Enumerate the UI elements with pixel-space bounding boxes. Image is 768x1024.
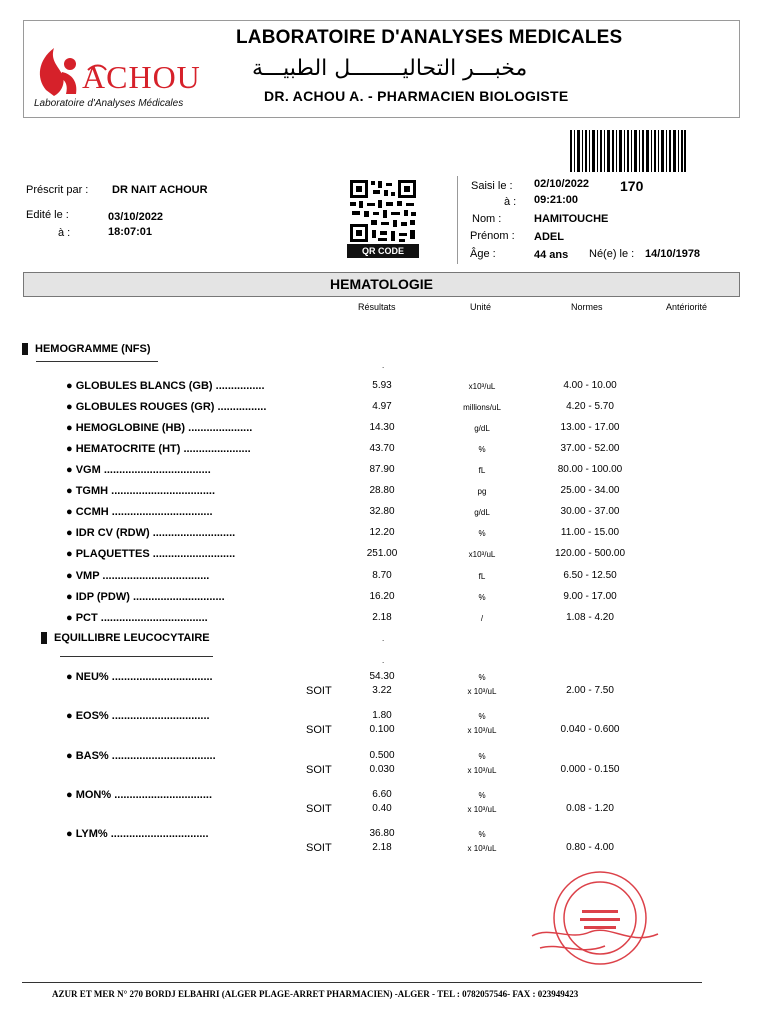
col-previous: Antériorité bbox=[666, 302, 708, 312]
test-percent: 1.80 bbox=[372, 710, 392, 721]
entered-at-label: à : bbox=[504, 196, 517, 208]
test-absolute: 0.030 bbox=[369, 764, 395, 775]
test-result: 2.18 bbox=[372, 612, 392, 623]
test-result: 14.30 bbox=[369, 422, 395, 433]
table-row bbox=[0, 612, 768, 626]
marker-dot: . bbox=[382, 361, 385, 370]
test-norm: 30.00 - 37.00 bbox=[560, 506, 620, 517]
test-absolute-unit: x 10³/uL bbox=[467, 766, 497, 775]
test-name: ● HEMATOCRITE (HT) ...................... bbox=[66, 443, 251, 455]
leuco-underline bbox=[60, 656, 213, 657]
edited-at-label: à : bbox=[58, 227, 71, 239]
table-row bbox=[0, 464, 768, 478]
test-absolute: 0.100 bbox=[369, 724, 395, 735]
edited-label: Edité le : bbox=[26, 209, 69, 221]
test-percent-unit: % bbox=[478, 752, 486, 761]
col-results: Résultats bbox=[358, 302, 396, 312]
test-norm: 9.00 - 17.00 bbox=[563, 591, 617, 602]
test-name: ● MON% ................................ bbox=[66, 789, 212, 801]
test-result: 12.20 bbox=[369, 527, 395, 538]
test-unit: / bbox=[480, 614, 484, 623]
test-norm: 2.00 - 7.50 bbox=[566, 685, 614, 696]
marker-dot: . bbox=[382, 634, 385, 643]
test-name: ● LYM% ................................ bbox=[66, 828, 209, 840]
patient-age: 44 ans bbox=[534, 249, 569, 261]
table-row bbox=[0, 548, 768, 562]
table-row bbox=[0, 750, 768, 764]
firstname-label: Prénom : bbox=[470, 230, 515, 242]
table-row-absolute bbox=[0, 842, 768, 856]
test-name: ● NEU% ................................. bbox=[66, 671, 213, 683]
birth-label: Né(e) le : bbox=[589, 248, 635, 260]
table-row-absolute bbox=[0, 724, 768, 738]
test-norm: 0.040 - 0.600 bbox=[560, 724, 620, 735]
test-absolute-unit: x 10³/uL bbox=[467, 687, 497, 696]
col-norms: Normes bbox=[571, 302, 603, 312]
test-unit: x10³/uL bbox=[468, 382, 496, 391]
test-unit: millions/uL bbox=[463, 403, 501, 412]
entered-label: Saisi le : bbox=[471, 180, 513, 192]
name-label: Nom : bbox=[472, 213, 502, 225]
test-unit: x10³/uL bbox=[468, 550, 496, 559]
test-absolute-unit: x 10³/uL bbox=[467, 805, 497, 814]
test-name: ● PCT ................................... bbox=[66, 612, 208, 624]
test-norm: 6.50 - 12.50 bbox=[563, 570, 617, 581]
patient-birth-date: 14/10/1978 bbox=[645, 248, 701, 260]
table-row bbox=[0, 485, 768, 499]
table-row bbox=[0, 506, 768, 520]
test-percent-unit: % bbox=[478, 673, 486, 682]
col-unit: Unité bbox=[470, 302, 492, 312]
test-result: 16.20 bbox=[369, 591, 395, 602]
test-unit: fL bbox=[478, 466, 486, 475]
square-bullet-icon bbox=[22, 343, 28, 355]
table-row bbox=[0, 422, 768, 436]
test-name: ● TGMH .................................. bbox=[66, 485, 216, 497]
test-name: ● VMP ................................... bbox=[66, 570, 210, 582]
table-row bbox=[0, 527, 768, 541]
test-absolute-unit: x 10³/uL bbox=[467, 726, 497, 735]
soit-label: SOIT bbox=[306, 842, 332, 854]
entered-date: 02/10/2022 bbox=[534, 178, 590, 190]
test-result: 43.70 bbox=[369, 443, 395, 454]
lab-logo bbox=[32, 30, 228, 110]
test-norm: 4.20 - 5.70 bbox=[566, 401, 614, 412]
table-row-absolute bbox=[0, 764, 768, 778]
test-name: ● GLOBULES BLANCS (GB) ................ bbox=[66, 380, 265, 392]
leuco-title bbox=[41, 632, 210, 644]
hemogram-title-text: HEMOGRAMME (NFS) bbox=[35, 343, 151, 355]
lab-title: LABORATOIRE D'ANALYSES MEDICALES bbox=[236, 27, 623, 48]
hemogram-title bbox=[22, 343, 151, 355]
footer-divider bbox=[22, 982, 702, 983]
table-row-absolute bbox=[0, 685, 768, 699]
prescriber-name: DR NAIT ACHOUR bbox=[112, 184, 208, 196]
test-result: 28.80 bbox=[369, 485, 395, 496]
table-row bbox=[0, 591, 768, 605]
test-name: ● VGM ................................... bbox=[66, 464, 211, 476]
soit-label: SOIT bbox=[306, 803, 332, 815]
test-norm: 11.00 - 15.00 bbox=[560, 527, 620, 538]
table-row bbox=[0, 380, 768, 394]
test-percent: 36.80 bbox=[369, 828, 395, 839]
table-row bbox=[0, 671, 768, 685]
test-norm: 13.00 - 17.00 bbox=[560, 422, 620, 433]
test-name: ● IDP (PDW) .............................. bbox=[66, 591, 225, 603]
hemogram-underline bbox=[36, 361, 158, 362]
logo-wordmark: ACHOU bbox=[82, 59, 201, 95]
test-norm: 0.08 - 1.20 bbox=[566, 803, 614, 814]
test-unit: pg bbox=[477, 487, 487, 496]
test-unit: % bbox=[478, 445, 486, 454]
entered-time: 09:21:00 bbox=[534, 194, 579, 206]
section-title: HEMATOLOGIE bbox=[23, 272, 740, 297]
table-row-absolute bbox=[0, 803, 768, 817]
test-percent-unit: % bbox=[478, 712, 486, 721]
age-label: Âge : bbox=[470, 248, 496, 260]
test-result: 4.97 bbox=[372, 401, 392, 412]
soit-label: SOIT bbox=[306, 764, 332, 776]
test-result: 32.80 bbox=[369, 506, 395, 517]
test-norm: 25.00 - 34.00 bbox=[560, 485, 620, 496]
test-norm: 120.00 - 500.00 bbox=[554, 548, 626, 559]
test-percent-unit: % bbox=[478, 830, 486, 839]
lab-arabic-title: مخبـــر التحاليــــــــل الطبيـــة bbox=[252, 56, 528, 81]
test-norm: 4.00 - 10.00 bbox=[563, 380, 617, 391]
test-result: 251.00 bbox=[366, 548, 398, 559]
test-percent-unit: % bbox=[478, 791, 486, 800]
qr-code-label: QR CODE bbox=[347, 244, 419, 258]
test-norm: 1.08 - 4.20 bbox=[566, 612, 614, 623]
leuco-title-text: EQUILLIBRE LEUCOCYTAIRE bbox=[54, 632, 210, 644]
test-norm: 37.00 - 52.00 bbox=[560, 443, 620, 454]
table-row bbox=[0, 828, 768, 842]
test-percent: 0.500 bbox=[369, 750, 395, 761]
table-row bbox=[0, 443, 768, 457]
soit-label: SOIT bbox=[306, 685, 332, 697]
test-unit: g/dL bbox=[474, 508, 490, 517]
patient-name: HAMITOUCHE bbox=[534, 213, 609, 225]
marker-dot: . bbox=[382, 656, 385, 665]
qr-code-icon bbox=[347, 178, 419, 244]
test-unit: fL bbox=[478, 572, 486, 581]
table-row bbox=[0, 710, 768, 724]
test-percent: 54.30 bbox=[369, 671, 395, 682]
prescribed-label: Préscrit par : bbox=[26, 184, 89, 196]
table-row bbox=[0, 401, 768, 415]
test-name: ● PLAQUETTES ........................... bbox=[66, 548, 236, 560]
test-absolute-unit: x 10³/uL bbox=[467, 844, 497, 853]
square-bullet-icon bbox=[41, 632, 47, 644]
test-unit: g/dL bbox=[474, 424, 490, 433]
lab-doctor: DR. ACHOU A. - PHARMACIEN BIOLOGISTE bbox=[264, 88, 569, 104]
test-name: ● GLOBULES ROUGES (GR) ................ bbox=[66, 401, 267, 413]
test-result: 5.93 bbox=[372, 380, 392, 391]
test-name: ● BAS% .................................. bbox=[66, 750, 216, 762]
patient-divider bbox=[457, 176, 458, 264]
table-row bbox=[0, 570, 768, 584]
sample-number: 170 bbox=[620, 178, 644, 194]
edited-time: 18:07:01 bbox=[108, 226, 153, 238]
test-result: 87.90 bbox=[369, 464, 395, 475]
barcode bbox=[570, 130, 686, 172]
test-norm: 0.000 - 0.150 bbox=[560, 764, 620, 775]
test-absolute: 2.18 bbox=[372, 842, 392, 853]
soit-label: SOIT bbox=[306, 724, 332, 736]
test-absolute: 0.40 bbox=[372, 803, 392, 814]
test-absolute: 3.22 bbox=[372, 685, 392, 696]
test-name: ● HEMOGLOBINE (HB) ..................... bbox=[66, 422, 253, 434]
table-row bbox=[0, 789, 768, 803]
test-unit: % bbox=[478, 593, 486, 602]
test-name: ● CCMH ................................. bbox=[66, 506, 213, 518]
edited-date: 03/10/2022 bbox=[108, 211, 164, 223]
test-name: ● EOS% ................................ bbox=[66, 710, 210, 722]
test-norm: 80.00 - 100.00 bbox=[557, 464, 623, 475]
test-name: ● IDR CV (RDW) ........................... bbox=[66, 527, 236, 539]
test-percent: 6.60 bbox=[372, 789, 392, 800]
lab-stamp bbox=[530, 866, 660, 970]
footer-address: AZUR ET MER N° 270 BORDJ ELBAHRI (ALGER PLAGE-ARRET PHARMACIEN) -ALGER - TEL : 0782057546- FAX : 023949423 bbox=[52, 989, 579, 999]
test-unit: % bbox=[478, 529, 486, 538]
patient-firstname: ADEL bbox=[534, 231, 564, 243]
logo-subtitle: Laboratoire d'Analyses Médicales bbox=[34, 98, 184, 109]
test-norm: 0.80 - 4.00 bbox=[566, 842, 614, 853]
test-result: 8.70 bbox=[372, 570, 392, 581]
